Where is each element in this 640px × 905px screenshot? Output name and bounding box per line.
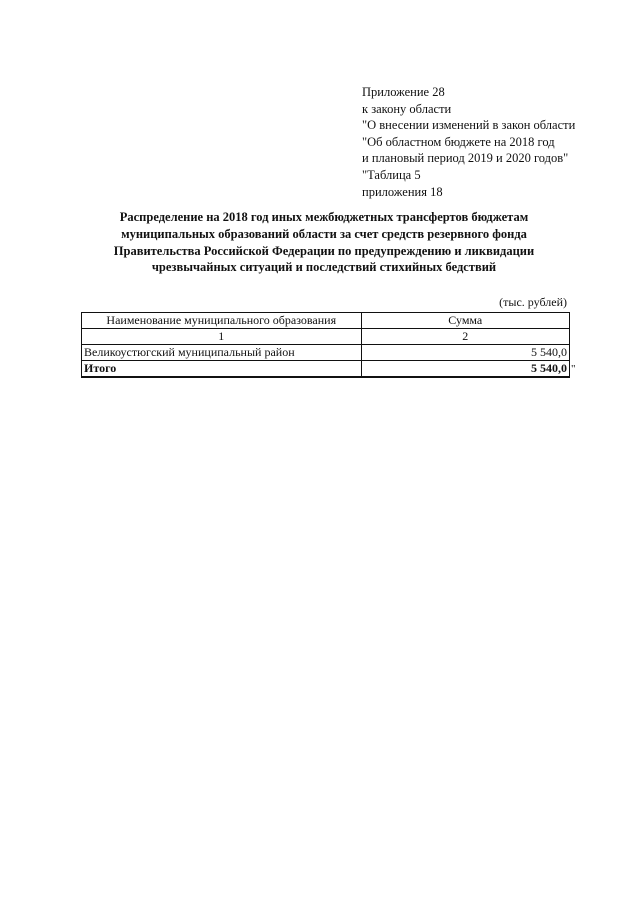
- column-header-name: Наименование муниципального образования: [82, 313, 362, 329]
- column-number-2: 2: [361, 329, 569, 345]
- header-line: к закону области: [362, 101, 452, 116]
- closing-quote: ": [571, 363, 576, 375]
- transfers-table: [81, 312, 570, 378]
- title-line: чрезвычайных ситуаций и последствий стихийных бедствий: [151, 260, 497, 275]
- header-line: и плановый период 2019 и 2020 годов": [362, 151, 569, 166]
- total-amount-cell: 5 540,0: [361, 361, 569, 378]
- header-line: приложения 18: [362, 184, 443, 199]
- appendix-header: [362, 84, 575, 200]
- amount-cell: 5 540,0: [361, 345, 569, 361]
- header-line: "Таблица 5: [362, 167, 421, 182]
- column-number-1: 1: [82, 329, 362, 345]
- title-line: Правительства Российской Федерации по предупреждению и ликвидации: [113, 243, 535, 258]
- title-line: Распределение на 2018 год иных межбюджетных трансфертов бюджетам: [119, 210, 529, 224]
- units-label: (тыс. рублей): [499, 295, 567, 309]
- column-number-row: [82, 329, 570, 345]
- table-header-row: [82, 313, 570, 329]
- header-line: "Об областном бюджете на 2018 год: [362, 134, 555, 149]
- header-line: Приложение 28: [362, 85, 445, 99]
- header-line: "О внесении изменений в закон области: [362, 118, 576, 133]
- municipality-name-cell: Великоустюгский муниципальный район: [82, 345, 362, 361]
- column-header-sum: Сумма: [361, 313, 569, 329]
- total-row: [82, 361, 570, 378]
- title-line: муниципальных образований области за счет средств резервного фонда: [121, 226, 527, 241]
- document-title: [90, 209, 558, 276]
- table-row: [82, 345, 570, 361]
- total-label-cell: Итого: [82, 361, 362, 378]
